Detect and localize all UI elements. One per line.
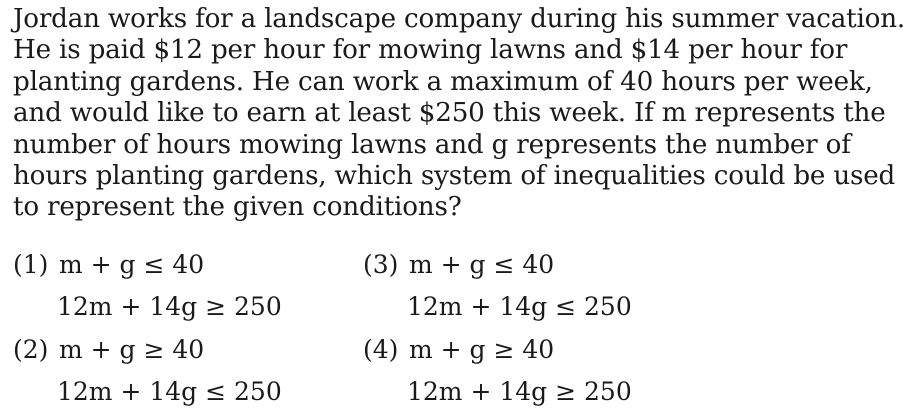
answer-choice-1[interactable] [13,250,282,322]
choice-inequality: m + g ≤ 40 [409,250,555,279]
choice-inequality: 12m + 14g ≥ 250 [407,377,632,406]
choice-inequality: 12m + 14g ≥ 250 [57,292,282,321]
question-line: He is paid $12 per hour for mowing lawns and $14 per hour for [13,35,848,66]
question-line: hours planting gardens, which system of inequalities could be used [13,161,896,192]
choice-number: (1) [13,250,49,279]
choice-inequality: 12m + 14g ≤ 250 [407,292,632,321]
question-line: planting gardens. He can work a maximum of 40 hours per week, [13,66,873,97]
choice-inequality: m + g ≥ 40 [59,335,205,364]
answer-choice-4[interactable] [363,335,632,407]
question-line: Jordan works for a landscape company during his summer vacation. [13,4,905,34]
choice-number: (2) [13,335,49,364]
answer-choice-2[interactable] [13,335,282,407]
question-line: number of hours mowing lawns and g represents the number of [13,129,851,160]
choice-inequality: m + g ≥ 40 [409,335,555,364]
choice-number: (3) [363,250,399,279]
choice-inequality: m + g ≤ 40 [59,250,205,279]
question-line: to represent the given conditions? [13,192,462,223]
choice-inequality: 12m + 14g ≤ 250 [57,377,282,406]
choice-number: (4) [363,335,399,364]
question-text [13,4,905,224]
answer-choice-3[interactable] [363,250,632,322]
question-line: and would like to earn at least $250 this week. If m represents the [13,98,886,129]
